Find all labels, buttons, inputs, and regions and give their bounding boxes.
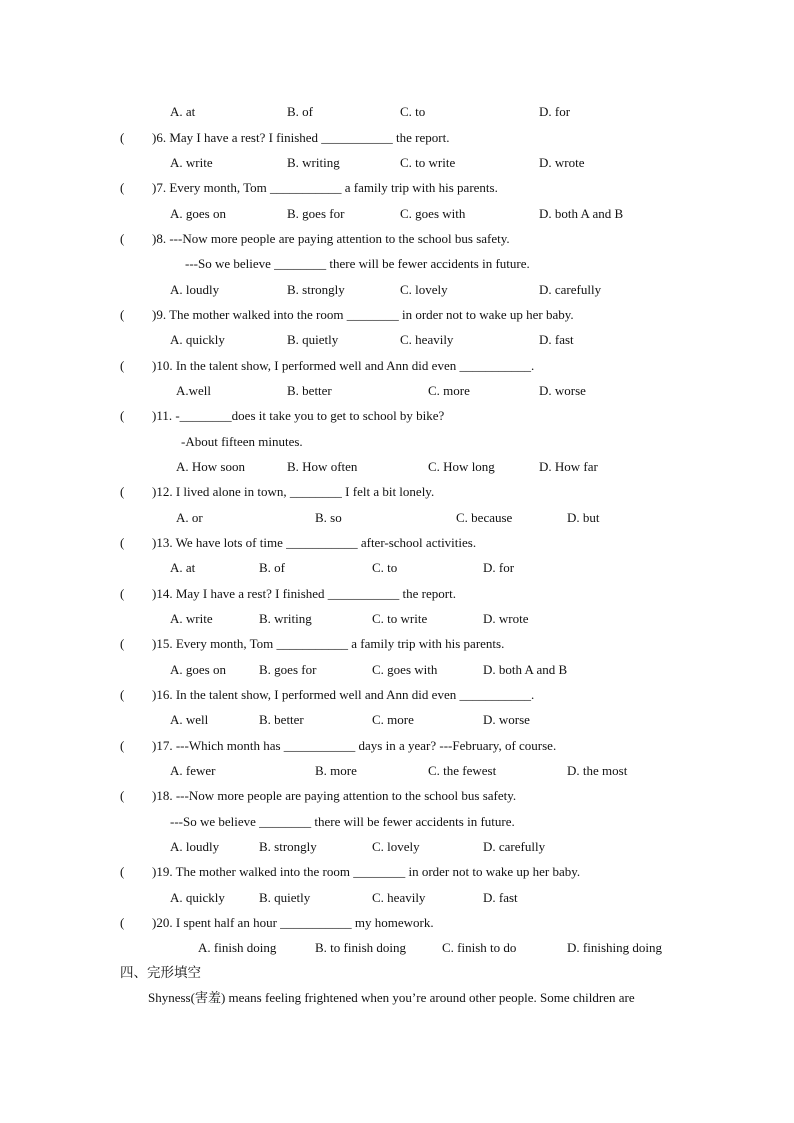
answer-option: A. fewer <box>170 763 216 778</box>
answer-option: D. How far <box>539 459 598 474</box>
answer-paren: ( <box>120 180 125 195</box>
answer-option: B. writing <box>259 611 312 626</box>
answer-option: A. goes on <box>170 206 226 221</box>
answer-paren: ( <box>120 535 125 550</box>
question-text: )17. ---Which month has ___________ days in a year? ---February, of course. <box>152 738 557 753</box>
answer-option: B. better <box>287 383 332 398</box>
answer-option: C. lovely <box>400 282 448 297</box>
answer-option: C. to write <box>372 611 428 626</box>
question-text: )19. The mother walked into the room ________ in order not to wake up her baby. <box>152 864 581 879</box>
answer-option: B. better <box>259 712 304 727</box>
question-text: )6. May I have a rest? I finished ___________ the report. <box>152 130 450 145</box>
answer-paren: ( <box>120 231 125 246</box>
answer-option: A. quickly <box>170 332 225 347</box>
answer-option: D. carefully <box>539 282 602 297</box>
dialogue-line: ---So we believe ________ there will be fewer accidents in future. <box>170 814 515 829</box>
answer-option: C. because <box>456 510 513 525</box>
answer-paren: ( <box>120 484 125 499</box>
answer-paren: ( <box>120 915 125 930</box>
answer-option: D. fast <box>539 332 574 347</box>
answer-option: A.well <box>176 383 212 398</box>
answer-option: D. wrote <box>539 155 585 170</box>
answer-option: B. quietly <box>259 890 311 905</box>
answer-paren: ( <box>120 307 125 322</box>
dialogue-line: -About fifteen minutes. <box>181 434 303 449</box>
answer-option: D. worse <box>539 383 586 398</box>
answer-option: C. to write <box>400 155 456 170</box>
answer-paren: ( <box>120 687 125 702</box>
question-text: )11. -________does it take you to get to school by bike? <box>152 408 445 423</box>
answer-option: B. strongly <box>287 282 345 297</box>
answer-option: A. write <box>170 155 213 170</box>
question-text: )15. Every month, Tom ___________ a family trip with his parents. <box>152 636 505 651</box>
question-text: )9. The mother walked into the room ________ in order not to wake up her baby. <box>152 307 574 322</box>
answer-option: A. finish doing <box>198 940 277 955</box>
answer-option: A. goes on <box>170 662 226 677</box>
question-text: )7. Every month, Tom ___________ a family trip with his parents. <box>152 180 498 195</box>
answer-paren: ( <box>120 788 125 803</box>
question-text: )10. In the talent show, I performed well and Ann did even ___________. <box>152 358 535 373</box>
answer-paren: ( <box>120 586 125 601</box>
question-text: )13. We have lots of time ___________ after-school activities. <box>152 535 477 550</box>
answer-option: D. for <box>483 560 515 575</box>
answer-option: C. How long <box>428 459 495 474</box>
question-text: )12. I lived alone in town, ________ I felt a bit lonely. <box>152 484 435 499</box>
answer-option: B. quietly <box>287 332 339 347</box>
answer-option: D. fast <box>483 890 518 905</box>
answer-paren: ( <box>120 358 125 373</box>
answer-option: C. more <box>372 712 414 727</box>
answer-option: B. goes for <box>259 662 317 677</box>
answer-option: A. write <box>170 611 213 626</box>
answer-option: A. well <box>170 712 209 727</box>
question-text: )18. ---Now more people are paying attention to the school bus safety. <box>152 788 517 803</box>
answer-option: C. heavily <box>372 890 426 905</box>
answer-option: A. at <box>170 560 196 575</box>
answer-option: A. loudly <box>170 839 220 854</box>
answer-option: C. goes with <box>400 206 466 221</box>
answer-option: B. to finish doing <box>315 940 407 955</box>
answer-option: B. strongly <box>259 839 317 854</box>
answer-option: A. How soon <box>176 459 245 474</box>
question-text: )14. May I have a rest? I finished ___________ the report. <box>152 586 456 601</box>
answer-option: C. to <box>372 560 398 575</box>
answer-option: D. both A and B <box>483 662 568 677</box>
answer-option: B. How often <box>287 459 358 474</box>
answer-option: D. finishing doing <box>567 940 662 955</box>
answer-option: D. the most <box>567 763 628 778</box>
answer-paren: ( <box>120 408 125 423</box>
answer-paren: ( <box>120 636 125 651</box>
answer-option: C. heavily <box>400 332 454 347</box>
answer-option: D. wrote <box>483 611 529 626</box>
answer-option: D. for <box>539 104 571 119</box>
answer-option: B. goes for <box>287 206 345 221</box>
answer-option: A. at <box>170 104 196 119</box>
answer-option: D. worse <box>483 712 530 727</box>
answer-option: C. finish to do <box>442 940 517 955</box>
answer-option: B. of <box>259 560 285 575</box>
dialogue-line: ---So we believe ________ there will be fewer accidents in future. <box>185 256 530 271</box>
answer-option: B. more <box>315 763 357 778</box>
answer-option: C. goes with <box>372 662 438 677</box>
question-text: )16. In the talent show, I performed well and Ann did even ___________. <box>152 687 535 702</box>
answer-option: B. writing <box>287 155 340 170</box>
answer-option: C. more <box>428 383 470 398</box>
answer-paren: ( <box>120 738 125 753</box>
answer-option: A. loudly <box>170 282 220 297</box>
answer-option: A. or <box>176 510 203 525</box>
answer-option: D. both A and B <box>539 206 624 221</box>
answer-option: A. quickly <box>170 890 225 905</box>
passage-paragraph: Shyness(害羞) means feeling frightened when you’re around other people. Some children are <box>148 990 635 1005</box>
answer-paren: ( <box>120 864 125 879</box>
answer-option: B. so <box>315 510 342 525</box>
question-text: )8. ---Now more people are paying attention to the school bus safety. <box>152 231 510 246</box>
answer-option: C. to <box>400 104 426 119</box>
question-text: )20. I spent half an hour ___________ my homework. <box>152 915 434 930</box>
answer-option: B. of <box>287 104 313 119</box>
answer-option: D. but <box>567 510 600 525</box>
section-title: 四、完形填空 <box>120 965 201 981</box>
answer-option: C. the fewest <box>428 763 497 778</box>
answer-paren: ( <box>120 130 125 145</box>
answer-option: C. lovely <box>372 839 420 854</box>
answer-option: D. carefully <box>483 839 546 854</box>
